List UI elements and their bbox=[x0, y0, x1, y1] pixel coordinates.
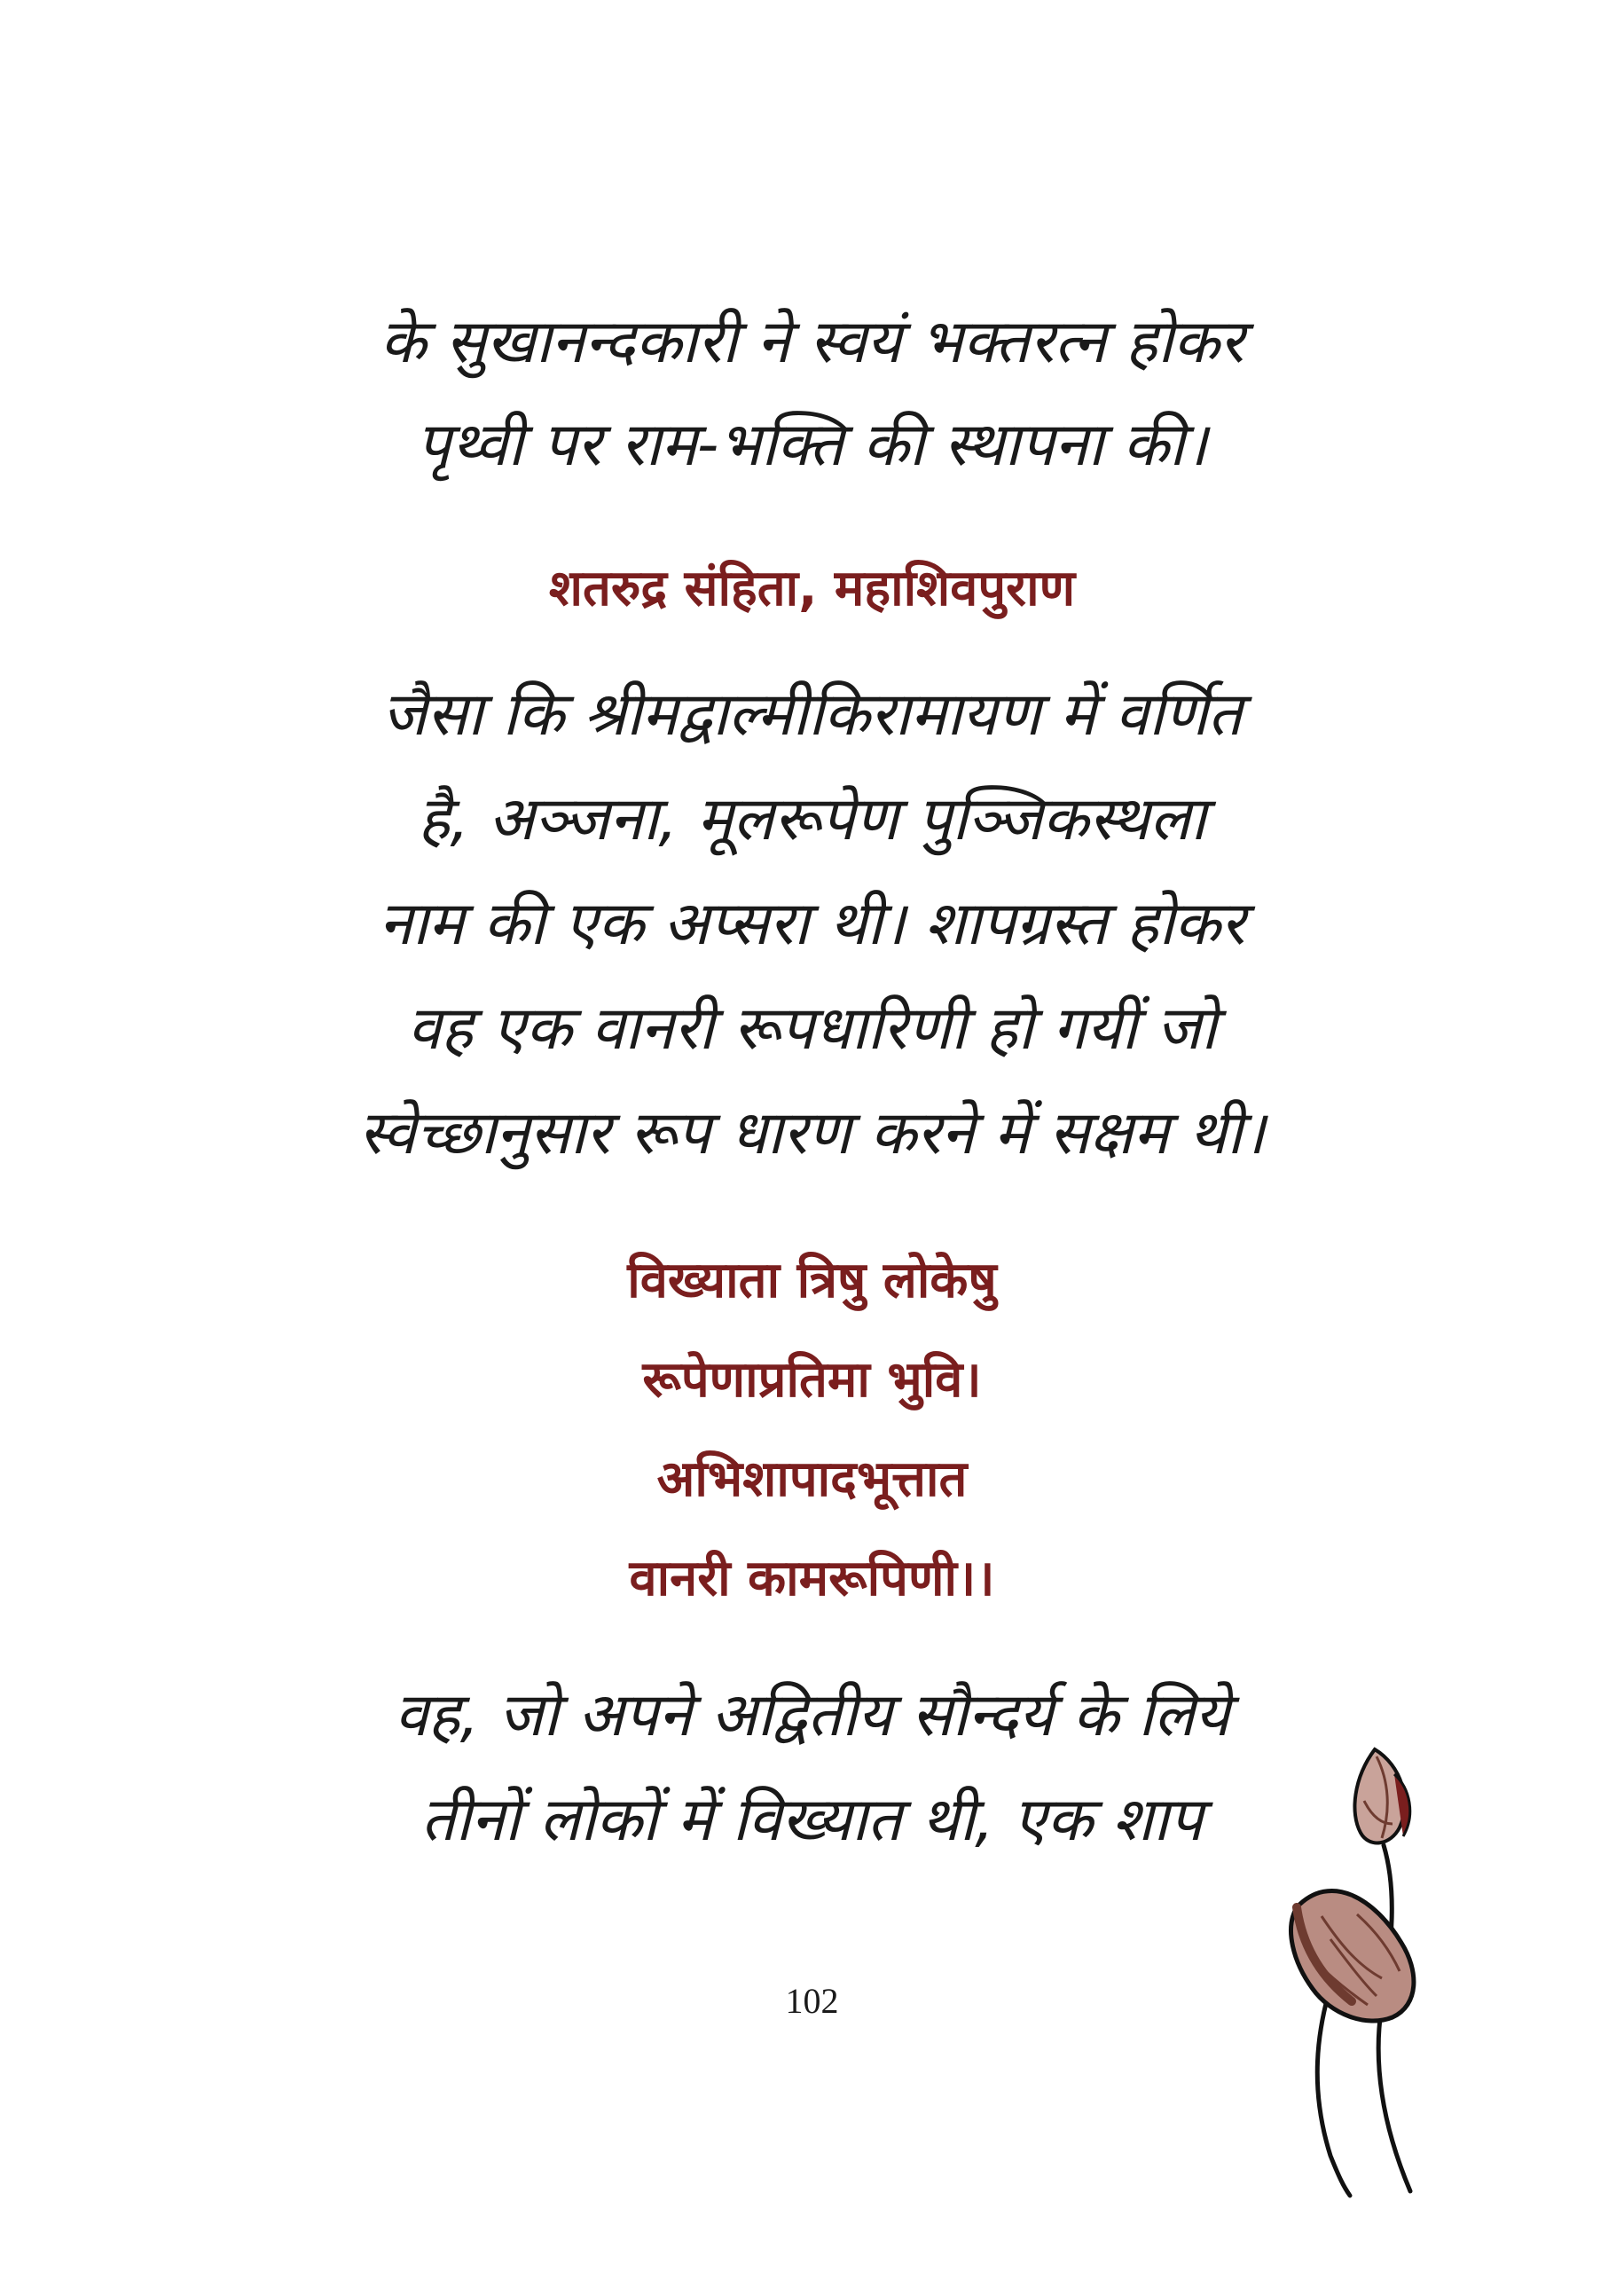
paragraph-2-line-2: है, अञ्जना, मूलरूपेण पुञ्जिकस्थला bbox=[418, 784, 1206, 854]
paragraph-2-line-5: स्वेच्छानुसार रूप धारण करने में सक्षम थी। bbox=[358, 1098, 1266, 1168]
paragraph-1-line-1: के सुखानन्दकारी ने स्वयं भक्तरत्न होकर bbox=[380, 307, 1244, 377]
verse-line-2: रूपेणाप्रतिमा भुवि। bbox=[642, 1351, 982, 1409]
verse-line-3: अभिशापादभूत्तात bbox=[656, 1450, 968, 1508]
page-number: 102 bbox=[785, 1981, 839, 2021]
paragraph-2-line-1: जैसा कि श्रीमद्वाल्मीकिरामायण में वर्णित bbox=[381, 680, 1243, 750]
lotus-icon bbox=[1277, 1739, 1490, 2200]
paragraph-3-line-2: तीनों लोकों में विख्यात थी, एक शाप bbox=[420, 1785, 1204, 1855]
paragraph-3-line-1: वह, जो अपने अद्वितीय सौन्दर्य के लिये bbox=[394, 1680, 1230, 1750]
paragraph-2-line-4: वह एक वानरी रूपधारिणी हो गयीं जो bbox=[407, 994, 1217, 1064]
source-heading: शतरुद्र संहिता, महाशिवपुराण bbox=[548, 560, 1076, 617]
paragraph-1-line-2: पृथ्वी पर राम-भक्ति की स्थापना की। bbox=[416, 410, 1208, 480]
paragraph-2-line-3: नाम की एक अप्सरा थी। शापग्रस्त होकर bbox=[379, 889, 1245, 959]
verse-line-1: विख्याता त्रिषु लोकेषु bbox=[627, 1252, 997, 1309]
verse-line-4: वानरी कामरूपिणी।। bbox=[629, 1550, 995, 1607]
